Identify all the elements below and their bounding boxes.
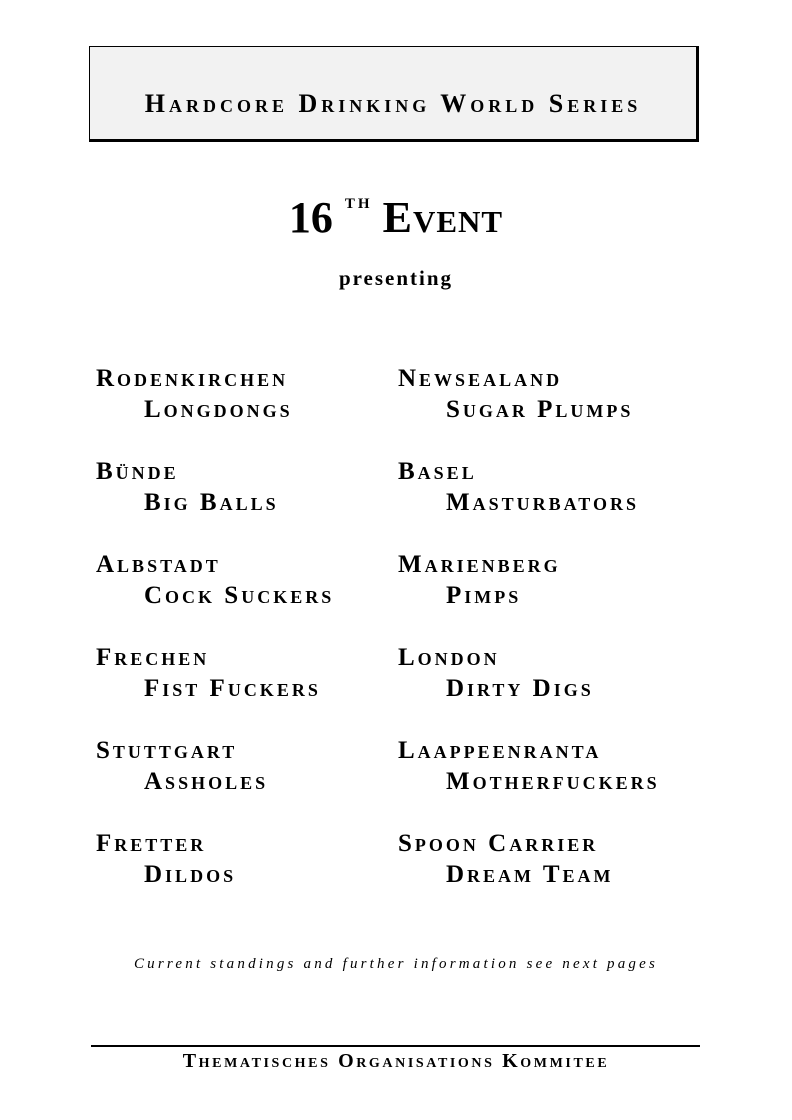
team-name: Masturbators — [446, 489, 639, 516]
presenting-label: presenting — [338, 266, 454, 290]
series-title-box — [89, 46, 699, 142]
team-entry — [398, 642, 738, 704]
team-entry — [96, 363, 436, 425]
team-city: London — [398, 644, 500, 671]
event-ordinal-suffix: TH — [344, 196, 373, 212]
team-city: Bünde — [96, 458, 179, 485]
team-entry — [96, 735, 436, 797]
committee-footer: Thematisches Organisations Kommitee — [182, 1050, 610, 1072]
team-entry — [96, 456, 436, 518]
team-city: Newsealand — [398, 365, 563, 392]
team-name: Cock Suckers — [144, 582, 335, 609]
series-title: Hardcore Drinking World Series — [144, 89, 642, 118]
team-city: Laappeenranta — [398, 737, 602, 764]
team-city: Marienberg — [398, 551, 561, 578]
event-title — [0, 176, 792, 246]
team-city: Fretter — [96, 830, 207, 857]
team-name: Pimps — [446, 582, 522, 609]
team-city: Albstadt — [96, 551, 221, 578]
team-city: Rodenkirchen — [96, 365, 289, 392]
team-name: Sugar Plumps — [446, 396, 634, 423]
team-entry — [398, 363, 738, 425]
team-name: Motherfuckers — [446, 768, 660, 795]
team-entry — [96, 642, 436, 704]
footnote: Current standings and further information see next pages — [133, 956, 659, 972]
team-name: Dream Team — [446, 861, 614, 888]
team-name: Longdongs — [144, 396, 293, 423]
team-entry — [96, 828, 436, 890]
team-entry — [96, 549, 436, 611]
team-name: Dirty Digs — [446, 675, 594, 702]
team-city: Frechen — [96, 644, 210, 671]
team-name: Big Balls — [144, 489, 279, 516]
team-name: Fist Fuckers — [144, 675, 321, 702]
team-entry — [398, 456, 738, 518]
event-word: Event — [382, 193, 504, 242]
team-name: Assholes — [144, 768, 269, 795]
team-entry — [398, 735, 738, 797]
team-city: Basel — [398, 458, 477, 485]
team-city: Spoon Carrier — [398, 830, 599, 857]
team-name: Dildos — [144, 861, 237, 888]
team-city: Stuttgart — [96, 737, 238, 764]
team-entry — [398, 549, 738, 611]
footer-divider — [91, 1045, 700, 1047]
event-number: 16 — [288, 193, 333, 242]
team-entry — [398, 828, 738, 890]
